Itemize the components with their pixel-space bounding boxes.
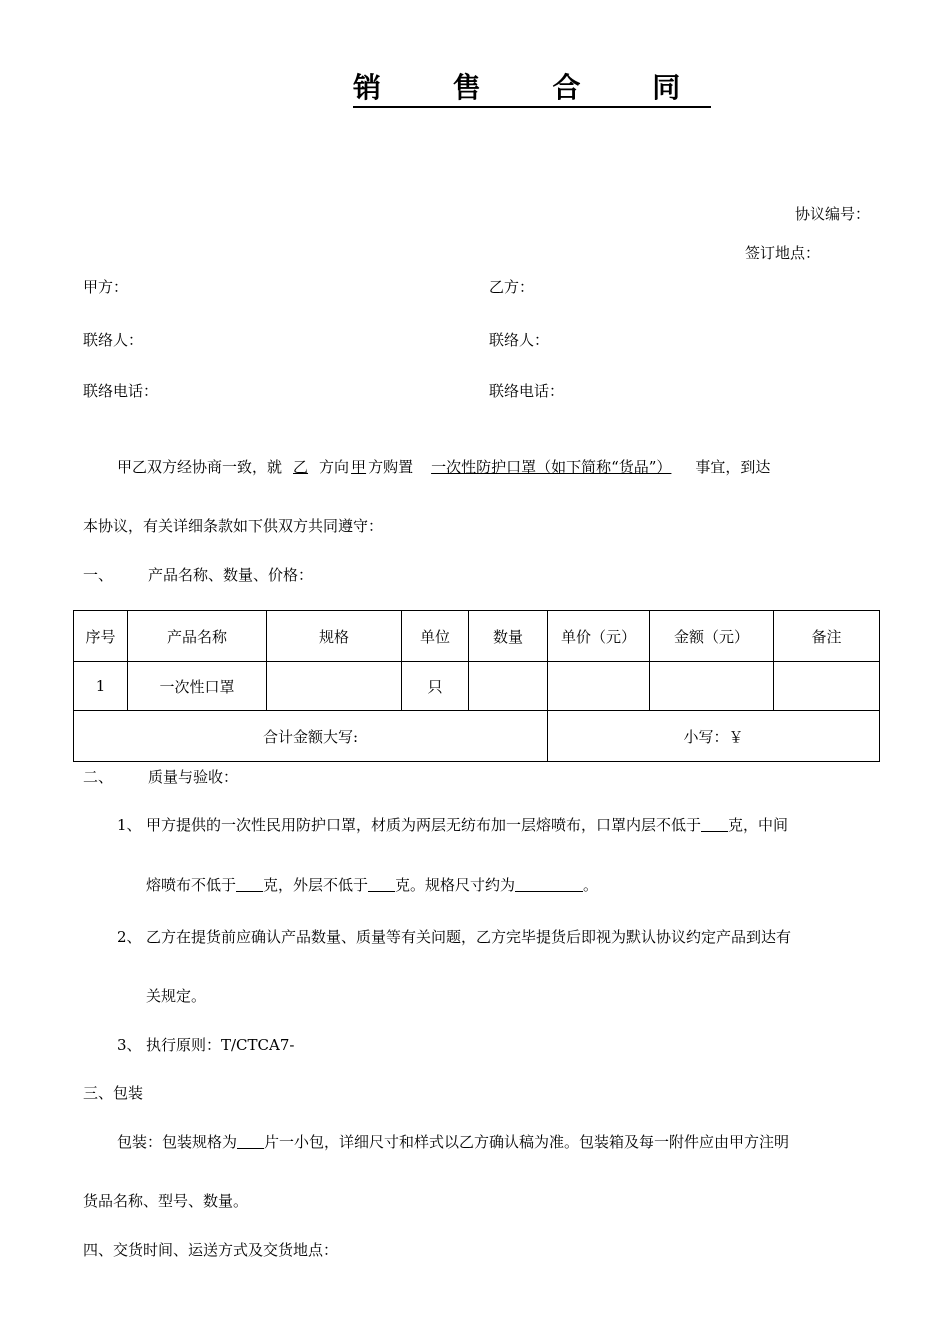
section-2-item-3-number: 3、 — [117, 1036, 142, 1054]
intro-text: 甲乙双方经协商一致，就 — [117, 458, 283, 476]
table-total-row — [74, 711, 880, 762]
table-cell: 1 — [74, 662, 128, 711]
table-header-cell: 数量 — [469, 611, 548, 662]
pieces-per-pack-blank — [237, 1134, 264, 1149]
section-3-line-2: 货品名称、型号、数量。 — [83, 1192, 249, 1210]
document-title: 销 售 合 同 — [353, 70, 711, 108]
table-header-cell: 单位 — [402, 611, 469, 662]
table-row — [74, 662, 880, 711]
agreement-no-label: 协议编号： — [795, 205, 871, 223]
table-cell — [774, 662, 880, 711]
table-cell — [469, 662, 548, 711]
table-cell: 一次性口罩 — [128, 662, 267, 711]
intro-text: 方向 — [319, 458, 350, 476]
table-cell — [548, 662, 650, 711]
section-2-item-1-number: 1、 — [117, 816, 142, 834]
sign-place-label: 签订地点： — [745, 244, 821, 262]
intro-text: 方购置 — [368, 458, 414, 476]
size-blank — [515, 877, 583, 892]
item-text: 克，中间 — [728, 816, 789, 834]
intro-paragraph-line-1 — [117, 457, 770, 477]
section-2-item-2-number: 2、 — [117, 928, 142, 946]
table-header-cell: 产品名称 — [128, 611, 267, 662]
section-1-title: 产品名称、数量、价格： — [148, 566, 314, 584]
total-upper-label: 合计金额大写: — [74, 711, 548, 762]
table-cell — [267, 662, 402, 711]
table-cell: 只 — [402, 662, 469, 711]
meltblown-weight-blank — [236, 877, 263, 892]
item-text: 甲方提供的一次性民用防护口罩，材质为两层无纺布加一层熔喷布，口罩内层不低于 — [146, 816, 702, 834]
item-text: 克。规格尺寸约为 — [395, 876, 516, 894]
section-3-line-1 — [117, 1132, 789, 1152]
section-2-item-2-line-2: 关规定。 — [146, 987, 207, 1005]
packaging-text: 片一小包，详细尺寸和样式以乙方确认稿为准。包装箱及每一附件应由甲方注明 — [264, 1133, 790, 1151]
party-a-label: 甲方： — [83, 278, 129, 296]
phone-b-label: 联络电话： — [489, 382, 565, 400]
contact-b-label: 联络人： — [489, 331, 550, 349]
section-2-item-2-line-1: 乙方在提货前应确认产品数量、质量等有关问题，乙方完毕提货后即视为默认协议约定产品到达有 — [146, 928, 792, 946]
table-header-cell: 金额（元） — [650, 611, 774, 662]
product-table — [73, 610, 880, 762]
table-header-cell: 备注 — [774, 611, 880, 662]
section-2-item-1-line-1 — [146, 815, 788, 835]
party-b-label: 乙方： — [489, 278, 535, 296]
intro-text: 事宜，到达 — [695, 458, 771, 476]
section-1-number: 一、 — [83, 566, 114, 584]
inner-layer-weight-blank — [701, 817, 728, 832]
outer-layer-weight-blank — [368, 877, 395, 892]
goods-name: 一次性防护口罩（如下简称“货品”） — [431, 458, 672, 476]
section-2-number: 二、 — [83, 768, 114, 786]
item-text: 。 — [583, 876, 599, 894]
table-header-row — [74, 611, 880, 662]
section-4-title: 四、交货时间、运送方式及交货地点： — [83, 1241, 339, 1259]
item-text: 克，外层不低于 — [263, 876, 369, 894]
section-2-item-3: 执行原则：T/CTCA7- — [146, 1036, 295, 1054]
table-header-cell: 单价（元） — [548, 611, 650, 662]
phone-a-label: 联络电话： — [83, 382, 159, 400]
total-lower-label: 小写：￥ — [548, 711, 880, 762]
contact-a-label: 联络人： — [83, 331, 144, 349]
section-3-title: 三、包装 — [83, 1084, 144, 1102]
packaging-text: 包装：包装规格为 — [117, 1133, 238, 1151]
item-text: 熔喷布不低于 — [146, 876, 237, 894]
section-2-title: 质量与验收： — [148, 768, 239, 786]
intro-paragraph-line-2: 本协议，有关详细条款如下供双方共同遵守： — [83, 517, 384, 535]
table-header-cell: 规格 — [267, 611, 402, 662]
table-cell — [650, 662, 774, 711]
buyer-party: 甲 — [351, 458, 367, 476]
seller-party: 乙 — [293, 458, 309, 476]
section-2-item-1-line-2 — [146, 875, 598, 895]
table-header-cell: 序号 — [74, 611, 128, 662]
